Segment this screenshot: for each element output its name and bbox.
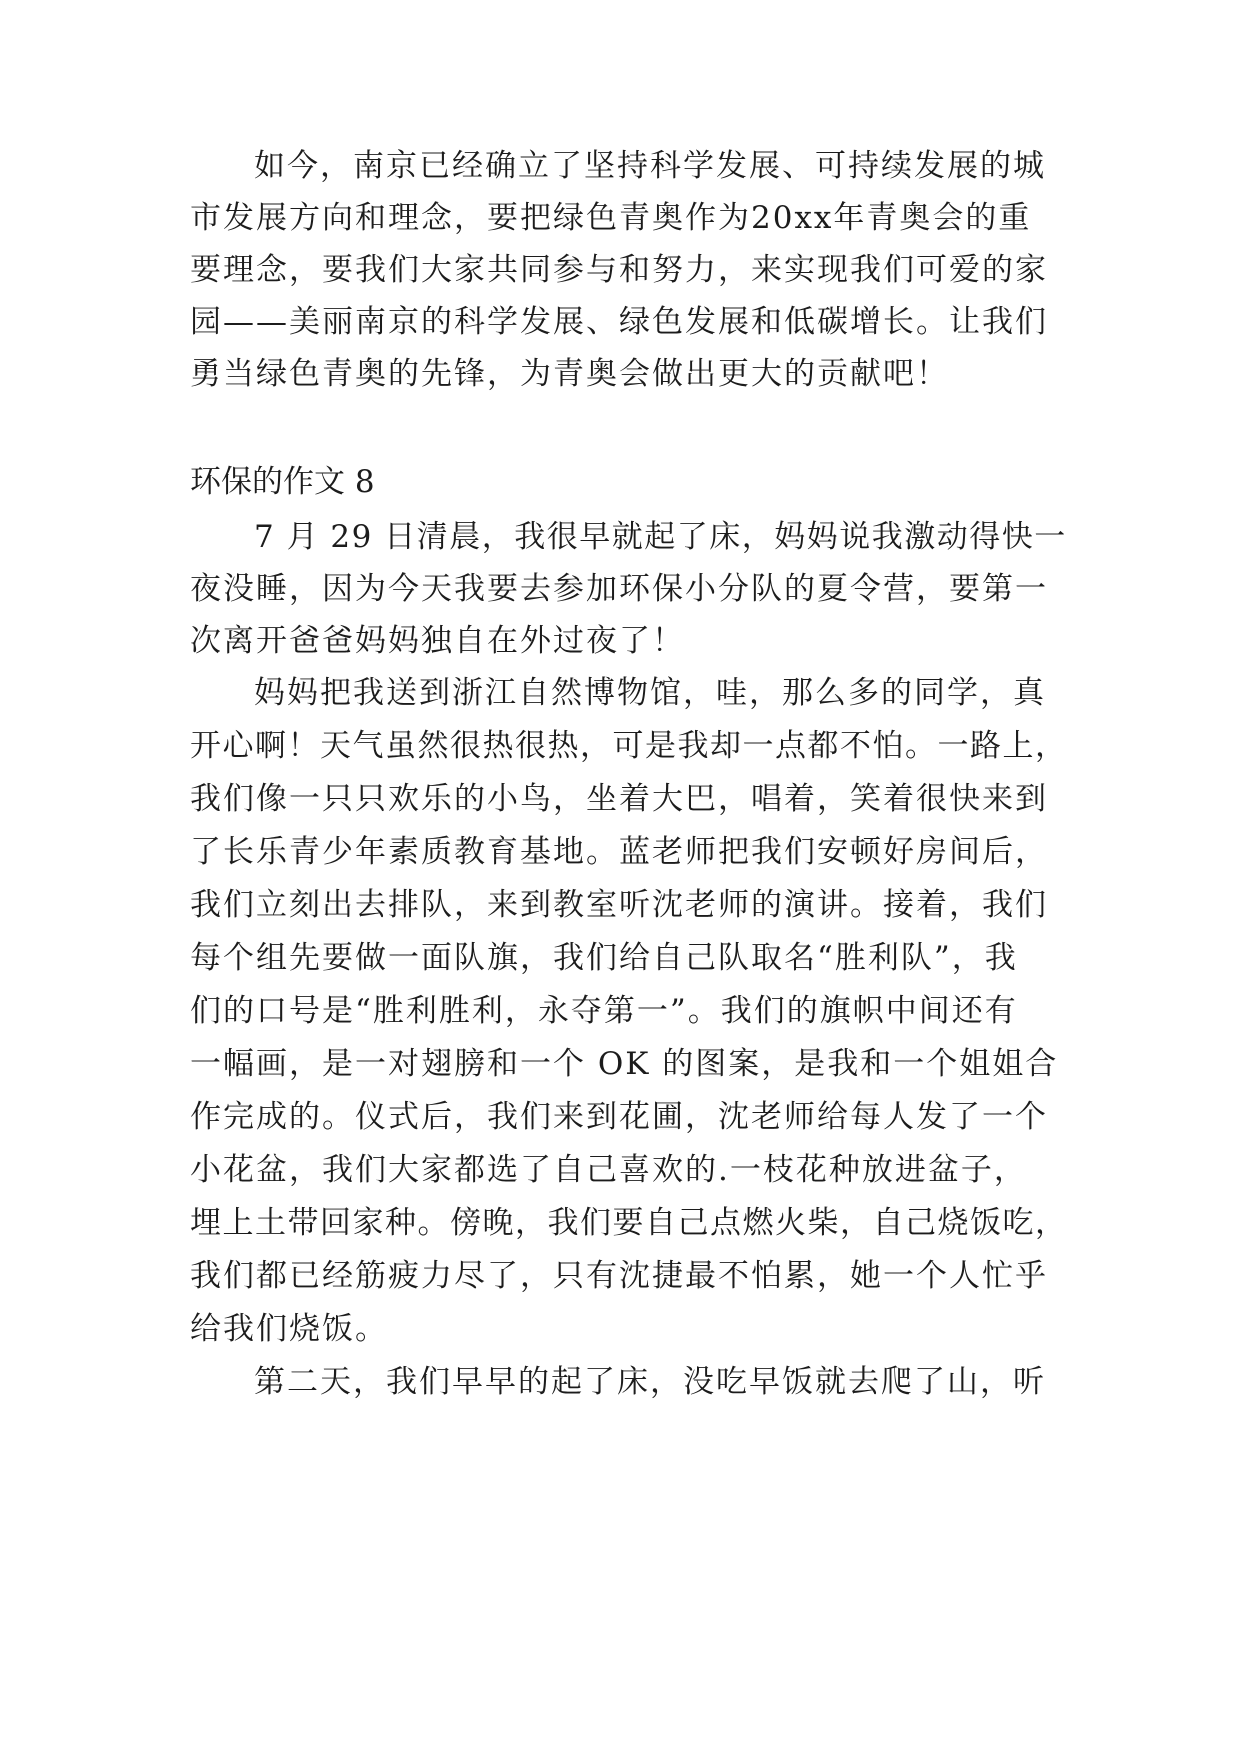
- paragraph-line: 埋上土带回家种。傍晚，我们要自己点燃火柴，自己烧饭吃，: [190, 1205, 1068, 1241]
- paragraph-line: 们的口号是“胜利胜利，永夺第一”。我们的旗帜中间还有: [190, 993, 1018, 1029]
- paragraph-line: 次离开爸爸妈妈独自在外过夜了！: [190, 623, 685, 659]
- paragraph-line: 7 月 29 日清晨，我很早就起了床，妈妈说我激动得快一: [254, 519, 1067, 555]
- paragraph-line: 我们都已经筋疲力尽了，只有沈捷最不怕累，她一个人忙乎: [190, 1258, 1048, 1294]
- paragraph-line: 我们立刻出去排队，来到教室听沈老师的演讲。接着，我们: [190, 887, 1048, 923]
- paragraph-line: 了长乐青少年素质教育基地。蓝老师把我们安顿好房间后，: [190, 834, 1048, 870]
- paragraph-line: 勇当绿色青奥的先锋，为青奥会做出更大的贡献吧！: [190, 356, 949, 392]
- paragraph-line: 小花盆，我们大家都选了自己喜欢的.一枝花种放进盆子，: [190, 1152, 1027, 1188]
- paragraph-line: 我们像一只只欢乐的小鸟，坐着大巴，唱着，笑着很快来到: [190, 781, 1048, 817]
- paragraph-line: 开心啊！天气虽然很热很热，可是我却一点都不怕。一路上，: [190, 728, 1068, 764]
- paragraph-line: 如今，南京已经确立了坚持科学发展、可持续发展的城: [254, 148, 1046, 184]
- paragraph-line: 夜没睡，因为今天我要去参加环保小分队的夏令营，要第一: [190, 571, 1048, 607]
- paragraph-line: 第二天，我们早早的起了床，没吃早饭就去爬了山，听: [254, 1364, 1046, 1400]
- paragraph-line: 给我们烧饭。: [190, 1311, 388, 1347]
- paragraph-line: 园——美丽南京的科学发展、绿色发展和低碳增长。让我们: [190, 304, 1048, 340]
- paragraph-line: 市发展方向和理念，要把绿色青奥作为20xx年青奥会的重: [190, 200, 1032, 236]
- paragraph-line: 作完成的。仪式后，我们来到花圃，沈老师给每人发了一个: [190, 1099, 1048, 1135]
- paragraph-line: 每个组先要做一面队旗，我们给自己队取名“胜利队”，我: [190, 940, 1018, 976]
- paragraph-line: 一幅画，是一对翅膀和一个 OK 的图案，是我和一个姐姐合: [190, 1046, 1059, 1082]
- paragraph-line: 妈妈把我送到浙江自然博物馆，哇，那么多的同学，真: [254, 675, 1046, 711]
- section-heading: 环保的作文 8: [190, 464, 375, 500]
- paragraph-line: 要理念，要我们大家共同参与和努力，来实现我们可爱的家: [190, 252, 1048, 288]
